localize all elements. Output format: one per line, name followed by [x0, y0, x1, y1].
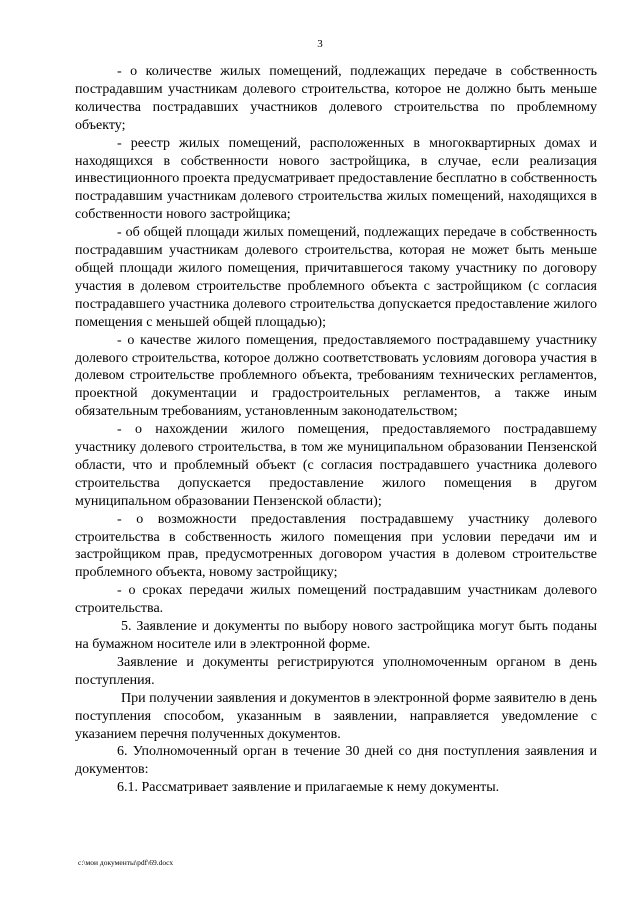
- paragraph-electronic-notice: При получении заявления и документов в электронной форме заявителю в день поступления способом, указанным в заявлении, направляется уведомление с указанием перечня полученных документов.: [75, 690, 597, 742]
- document-body: [75, 63, 597, 797]
- paragraph-section-6: 6. Уполномоченный орган в течение 30 дней со дня поступления заявления и документов:: [75, 744, 597, 778]
- paragraph-section-5: 5. Заявление и документы по выбору нового застройщика могут быть поданы на бумажном носителе или в электронной форме.: [75, 619, 597, 652]
- page-number: 3: [317, 38, 323, 50]
- paragraph-residential-count: - о количестве жилых помещений, подлежащих передаче в собственность пострадавшим участникам долевого строительства, которое не должно быть меньше количества пострадавших участников долевого строительства по проблемному объекту;: [75, 64, 597, 133]
- paragraph-quality: - о качестве жилого помещения, предоставляемого пострадавшему участнику долевого строительства, которое должно соответствовать условиям договора участия в долевом строительстве проблемного объекта, требованиям технических регламентов, проектной документации и градостроительных регламентов, а также иным обязательным требованиям, установленным законодательством;: [75, 332, 597, 420]
- paragraph-registration: Заявление и документы регистрируются уполномоченным органом в день поступления.: [75, 654, 597, 688]
- paragraph-registry: - реестр жилых помещений, расположенных в многоквартирных домах и находящихся в собственности нового застройщика, в случае, если реализация инвестиционного проекта предусматривает предоставление бесплатно в собственность пострадавшим участникам долевого строительства жилых помещений, находящихся в собственности нового застройщика;: [75, 135, 597, 223]
- paragraph-deadlines: - о сроках передачи жилых помещений пострадавшим участникам долевого строительства.: [75, 583, 597, 617]
- paragraph-total-area: - об общей площади жилых помещений, подлежащих передаче в собственность пострадавшим участникам долевого строительства, которая не может быть меньше общей площади жилого помещения, причитавшегося такому участнику по договору участия в долевом строительстве проблемного объекта с застройщиком (с согласия пострадавшего участника долевого строительства допускается предоставление жилого помещения с меньшей общей площадью);: [75, 225, 597, 330]
- file-path-footer: c:\мои документы\pdf\69.docx: [78, 858, 174, 867]
- paragraph-rights-transfer: - о возможности предоставления пострадавшему участнику долевого строительства в собственность жилого помещения при условии передачи им и застройщиком прав, предусмотренных договором участия в долевом строительстве проблемного объекта, новому застройщику;: [75, 511, 597, 581]
- paragraph-location: - о нахождении жилого помещения, предоставляемого пострадавшему участнику долевого строительства, в том же муниципальном образовании Пензенской области, что и проблемный объект (с согласия пострадавшего участника долевого строительства допускается предоставление жилого помещения в другом муниципальном образовании Пензенской области);: [75, 422, 597, 509]
- paragraph-section-6-1: 6.1. Рассматривает заявление и прилагаемые к нему документы.: [117, 780, 500, 796]
